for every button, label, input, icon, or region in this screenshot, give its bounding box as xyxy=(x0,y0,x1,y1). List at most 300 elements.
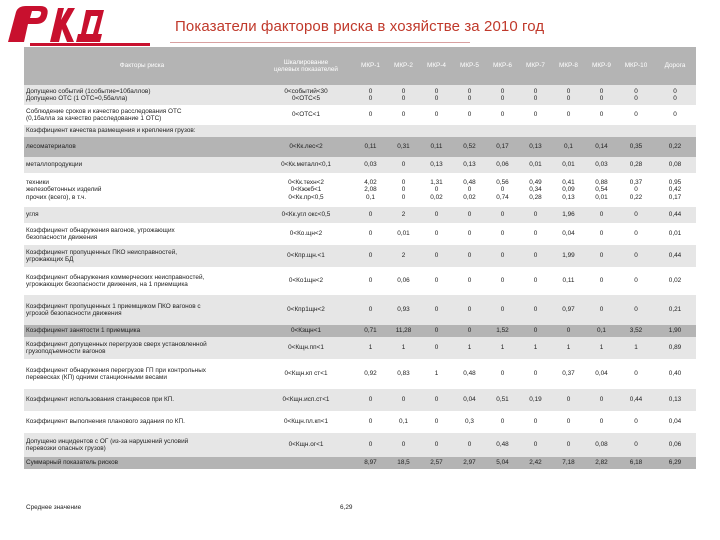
value-cell xyxy=(486,173,519,207)
value-line: 0 xyxy=(434,418,439,426)
value-cell xyxy=(486,325,519,337)
value-line: 0 xyxy=(533,111,538,119)
scale-cell xyxy=(258,295,354,325)
value-line: 0 xyxy=(368,396,373,404)
value-cell xyxy=(519,267,552,295)
value-line: 0,44 xyxy=(668,211,682,219)
scale-line: 0<ОТС<5 xyxy=(291,95,321,102)
value-cell xyxy=(618,173,654,207)
value-line: 0 xyxy=(434,327,439,335)
value-cell xyxy=(486,157,519,173)
header-factors: Факторы риска xyxy=(119,62,165,70)
value-line: 1 xyxy=(599,344,604,352)
header-column: МКР-8 xyxy=(559,62,578,70)
value-line: 0 xyxy=(634,230,638,238)
value-cell xyxy=(519,325,552,337)
value-cell xyxy=(552,125,585,137)
scale-line: 0<Кжжб<1 xyxy=(290,186,322,194)
factor-cell xyxy=(26,207,258,223)
header-column: Дорога xyxy=(664,62,686,70)
value-line: 0 xyxy=(401,193,406,201)
table-row xyxy=(24,457,696,469)
value-line: 0 xyxy=(368,306,373,314)
scale-cell xyxy=(258,157,354,173)
value-cell xyxy=(486,223,519,245)
value-line: 0,04 xyxy=(668,418,682,426)
value-line: 0 xyxy=(401,179,406,187)
value-line: 0,48 xyxy=(496,441,509,449)
value-line: 0 xyxy=(500,306,505,314)
value-cell xyxy=(486,411,519,433)
value-line: 0,08 xyxy=(595,441,608,449)
scale-line: 0<Кк.лес<2 xyxy=(289,143,323,151)
value-cell xyxy=(585,245,618,267)
value-cell xyxy=(420,207,453,223)
value-line: 0,01 xyxy=(397,230,410,238)
value-cell xyxy=(519,359,552,389)
value-line: 0 xyxy=(533,418,538,426)
factor-cell xyxy=(26,223,258,245)
logo-underline xyxy=(30,43,150,46)
value-line: 0,13 xyxy=(430,161,443,169)
value-line: 0,04 xyxy=(595,370,608,378)
value-line: 0,34 xyxy=(529,186,542,194)
value-line: 1,90 xyxy=(668,327,682,335)
value-line: 1 xyxy=(434,370,439,378)
value-line: 0 xyxy=(599,87,604,95)
value-cell xyxy=(486,125,519,137)
table-row xyxy=(24,125,696,137)
factor-cell xyxy=(26,267,258,295)
value-cell xyxy=(387,359,420,389)
value-line: 11,28 xyxy=(395,327,412,335)
value-cell xyxy=(453,295,486,325)
rzd-logo-d xyxy=(76,10,104,42)
value-cell xyxy=(387,457,420,469)
factor-cell xyxy=(26,157,258,173)
value-cell xyxy=(486,137,519,157)
value-cell xyxy=(654,137,696,157)
value-line: 0 xyxy=(401,87,406,95)
factor-line: лесоматериалов xyxy=(26,143,76,151)
scale-line: 0<Кпр.щн.<1 xyxy=(287,252,325,260)
value-cell xyxy=(552,245,585,267)
value-line: 0 xyxy=(566,111,571,119)
value-line: 1 xyxy=(566,344,571,352)
table-row xyxy=(24,223,696,245)
value-line: 0,02 xyxy=(668,277,682,285)
value-line: 0,13 xyxy=(668,396,682,404)
value-cell xyxy=(420,245,453,267)
value-line: 0 xyxy=(368,252,373,260)
value-line: 0,01 xyxy=(668,230,682,238)
value-line: 0,92 xyxy=(364,370,377,378)
value-cell xyxy=(585,389,618,411)
value-cell xyxy=(387,389,420,411)
value-line: 0,28 xyxy=(529,193,542,201)
factor-line: угрозой безопасности движения xyxy=(26,310,122,317)
table-row xyxy=(24,337,696,359)
factor-line: прочих (всего), в т.ч. xyxy=(26,193,87,201)
factor-line: Коэффициент качества размещения и крепления грузов: xyxy=(26,127,196,135)
scale-cell xyxy=(258,125,354,137)
value-cell xyxy=(618,207,654,223)
value-cell xyxy=(354,137,387,157)
value-cell xyxy=(618,325,654,337)
scale-line: 0<событий<30 xyxy=(284,87,328,95)
value-line: 0,1 xyxy=(564,143,573,151)
value-line: 0 xyxy=(533,95,538,102)
scale-line: 0<Ко1щн<2 xyxy=(288,277,324,285)
value-cell xyxy=(552,457,585,469)
value-cell xyxy=(354,337,387,359)
value-line: 0,52 xyxy=(463,143,476,151)
value-cell xyxy=(420,411,453,433)
header-column: МКР-10 xyxy=(624,62,648,70)
table-row xyxy=(24,295,696,325)
value-cell xyxy=(552,157,585,173)
value-cell xyxy=(453,105,486,125)
value-line: 0,06 xyxy=(668,441,682,449)
header-column: МКР-7 xyxy=(526,62,545,70)
value-line: 0,54 xyxy=(595,186,608,194)
value-line: 0 xyxy=(401,186,406,194)
value-line: 0 xyxy=(434,211,439,219)
value-cell xyxy=(552,359,585,389)
value-cell xyxy=(519,295,552,325)
factor-cell xyxy=(26,295,258,325)
value-cell xyxy=(519,125,552,137)
value-cell xyxy=(585,207,618,223)
value-line: 0 xyxy=(599,418,604,426)
value-cell xyxy=(453,267,486,295)
table-row xyxy=(24,325,696,337)
value-cell xyxy=(486,85,519,105)
value-cell xyxy=(654,223,696,245)
value-cell xyxy=(420,125,453,137)
value-line: 0 xyxy=(500,418,505,426)
value-cell xyxy=(420,173,453,207)
value-cell xyxy=(453,389,486,411)
value-cell xyxy=(654,389,696,411)
value-cell xyxy=(519,157,552,173)
table-row xyxy=(24,157,696,173)
factor-line: угрожающих безопасности движения, на 1 приемщика xyxy=(26,281,188,288)
value-line: 0 xyxy=(634,95,638,102)
factor-line: Коэффициент обнаружения вагонов, угрожающих xyxy=(26,226,175,234)
value-line: 0 xyxy=(467,87,472,95)
value-line: 0,06 xyxy=(397,277,410,285)
value-cell xyxy=(519,245,552,267)
value-cell xyxy=(453,411,486,433)
value-cell xyxy=(585,295,618,325)
value-line: 0,3 xyxy=(465,418,474,426)
value-cell xyxy=(585,325,618,337)
value-line: 0 xyxy=(533,87,538,95)
value-line: 0 xyxy=(500,230,505,238)
value-line: 0 xyxy=(401,441,406,449)
value-line: 6,18 xyxy=(629,459,643,467)
value-cell xyxy=(585,411,618,433)
value-cell xyxy=(420,105,453,125)
value-line: 0 xyxy=(533,441,538,449)
value-line: 0,31 xyxy=(397,143,410,151)
value-cell xyxy=(420,433,453,457)
value-line: 1 xyxy=(634,344,638,352)
value-line: 0 xyxy=(634,211,638,219)
factor-line: Суммарный показатель рисков xyxy=(26,459,119,467)
value-cell xyxy=(618,105,654,125)
page-title: Показатели факторов риска в хозяйстве за 2010 год xyxy=(175,18,545,35)
value-cell xyxy=(420,325,453,337)
value-cell xyxy=(387,411,420,433)
value-cell xyxy=(354,85,387,105)
value-cell xyxy=(354,223,387,245)
table-row xyxy=(24,137,696,157)
table-row xyxy=(24,359,696,389)
value-line: 0,1 xyxy=(597,327,606,335)
value-line: 0,49 xyxy=(529,179,542,187)
value-line: 0,03 xyxy=(364,161,377,169)
value-cell xyxy=(354,295,387,325)
table-row xyxy=(24,389,696,411)
value-cell xyxy=(387,223,420,245)
value-line: 0 xyxy=(368,441,373,449)
value-line: 0 xyxy=(599,277,604,285)
value-line: 0,89 xyxy=(668,344,682,352)
average-label: Среднее значение xyxy=(26,504,82,511)
value-cell xyxy=(552,223,585,245)
value-cell xyxy=(387,173,420,207)
value-cell xyxy=(486,267,519,295)
table-row xyxy=(24,105,696,125)
value-line: 0,04 xyxy=(562,230,575,238)
value-line: 0,02 xyxy=(430,193,443,201)
value-line: 0 xyxy=(467,95,472,102)
value-line: 0,19 xyxy=(529,396,542,404)
value-line: 0 xyxy=(634,370,638,378)
value-cell xyxy=(654,411,696,433)
value-cell xyxy=(354,411,387,433)
value-cell xyxy=(585,267,618,295)
factor-line: перевесках (КП) одними станционными весами xyxy=(26,374,167,381)
table-row xyxy=(24,245,696,267)
value-cell xyxy=(552,389,585,411)
value-line: 0 xyxy=(500,252,505,260)
value-line: 0 xyxy=(634,186,638,194)
value-line: 0 xyxy=(500,95,505,102)
value-cell xyxy=(420,267,453,295)
value-line: 0,11 xyxy=(562,277,575,285)
value-line: 1 xyxy=(500,344,505,352)
value-line: 0,1 xyxy=(366,193,375,201)
scale-line: 0<Кщн.кп ст<1 xyxy=(284,370,328,378)
value-line: 0,71 xyxy=(364,327,377,335)
value-cell xyxy=(654,295,696,325)
factor-cell xyxy=(26,433,258,457)
value-line: 0 xyxy=(368,211,373,219)
value-line: 0,40 xyxy=(668,370,682,378)
value-cell xyxy=(519,105,552,125)
value-line: 0 xyxy=(434,95,439,102)
header-scale-line: целевых показателей xyxy=(274,66,338,73)
value-cell xyxy=(453,325,486,337)
value-cell xyxy=(654,105,696,125)
value-line: 0,08 xyxy=(668,161,682,169)
value-cell xyxy=(354,325,387,337)
value-cell xyxy=(420,389,453,411)
scale-cell xyxy=(258,359,354,389)
factor-cell xyxy=(26,125,258,137)
value-cell xyxy=(618,389,654,411)
value-cell xyxy=(654,457,696,469)
scale-line: 0<Кк.пр<0,5 xyxy=(288,193,324,201)
scale-cell xyxy=(258,173,354,207)
table-row xyxy=(24,267,696,295)
value-line: 0 xyxy=(434,186,439,194)
value-line: 5,04 xyxy=(496,459,509,467)
value-cell xyxy=(354,433,387,457)
value-line: 0,03 xyxy=(595,161,608,169)
value-cell xyxy=(354,105,387,125)
header-scale-line: Шкалирование xyxy=(283,58,329,66)
value-cell xyxy=(618,295,654,325)
value-line: 0 xyxy=(566,327,571,335)
value-line: 1 xyxy=(368,344,373,352)
value-cell xyxy=(354,389,387,411)
value-cell xyxy=(654,337,696,359)
factor-cell xyxy=(26,137,258,157)
factor-line: угрожающих БД xyxy=(26,256,74,263)
value-line: 2,08 xyxy=(364,186,377,194)
table-row xyxy=(24,411,696,433)
table-row xyxy=(24,207,696,223)
value-line: 0 xyxy=(599,95,604,102)
value-cell xyxy=(519,457,552,469)
factor-line: Допущено событий (1событие=10баллов) xyxy=(26,87,151,95)
value-line: 0 xyxy=(533,327,538,335)
value-cell xyxy=(453,223,486,245)
value-line: 0 xyxy=(434,230,439,238)
value-line: 0,28 xyxy=(629,161,643,169)
value-cell xyxy=(486,359,519,389)
value-cell xyxy=(519,389,552,411)
factor-cell xyxy=(26,325,258,337)
value-cell xyxy=(552,325,585,337)
value-cell xyxy=(387,207,420,223)
value-line: 0 xyxy=(467,230,472,238)
value-cell xyxy=(420,157,453,173)
value-cell xyxy=(453,457,486,469)
value-cell xyxy=(618,125,654,137)
value-line: 0 xyxy=(500,186,505,194)
value-line: 0 xyxy=(434,111,439,119)
value-cell xyxy=(387,137,420,157)
factor-cell xyxy=(26,173,258,207)
value-cell xyxy=(654,85,696,105)
value-line: 0 xyxy=(634,277,638,285)
scale-cell xyxy=(258,105,354,125)
value-cell xyxy=(387,85,420,105)
value-line: 0,01 xyxy=(595,193,608,201)
value-cell xyxy=(387,337,420,359)
value-line: 0 xyxy=(434,306,439,314)
value-line: 0 xyxy=(401,95,406,102)
value-line: 0 xyxy=(467,211,472,219)
value-line: 0 xyxy=(634,252,638,260)
factor-line: Соблюдение сроков и качество расследования ОТС xyxy=(26,107,182,115)
scale-cell xyxy=(258,207,354,223)
value-line: 0,88 xyxy=(595,179,608,187)
value-line: 6,29 xyxy=(668,459,682,467)
factor-line: перевозки опасных грузов) xyxy=(26,445,106,452)
value-cell xyxy=(585,137,618,157)
value-cell xyxy=(387,105,420,125)
factor-cell xyxy=(26,245,258,267)
value-line: 0 xyxy=(434,396,439,404)
value-line: 0 xyxy=(533,277,538,285)
value-cell xyxy=(552,433,585,457)
table-row xyxy=(24,85,696,105)
factor-line: Коэффициент использования станцвесов при КП. xyxy=(26,396,175,404)
value-cell xyxy=(618,337,654,359)
value-cell xyxy=(486,207,519,223)
value-line: 0 xyxy=(566,95,571,102)
value-cell xyxy=(552,267,585,295)
rzd-logo xyxy=(6,4,106,44)
value-line: 0,13 xyxy=(529,143,542,151)
scale-cell xyxy=(258,325,354,337)
value-line: 0 xyxy=(434,252,439,260)
header-column: МКР-4 xyxy=(427,62,446,70)
value-line: 0,48 xyxy=(463,179,476,187)
title-underline xyxy=(170,42,470,43)
value-cell xyxy=(618,411,654,433)
value-cell xyxy=(654,207,696,223)
value-cell xyxy=(654,125,696,137)
value-line: 0 xyxy=(566,396,571,404)
value-line: 0 xyxy=(401,111,406,119)
value-cell xyxy=(486,105,519,125)
value-line: 0 xyxy=(368,277,373,285)
factor-line: техники xyxy=(26,179,49,187)
table-header-row xyxy=(24,47,696,85)
value-line: 0 xyxy=(566,87,571,95)
value-cell xyxy=(654,245,696,267)
value-line: 0,95 xyxy=(668,179,682,187)
value-line: 0,04 xyxy=(463,396,476,404)
factor-cell xyxy=(26,105,258,125)
scale-line: 0<Кк.металл<0,1 xyxy=(281,161,331,169)
value-line: 0 xyxy=(634,418,638,426)
value-line: 0 xyxy=(467,186,472,194)
value-cell xyxy=(618,457,654,469)
value-line: 0 xyxy=(467,277,472,285)
value-line: 0,97 xyxy=(562,306,575,314)
value-cell xyxy=(618,137,654,157)
value-line: 0,56 xyxy=(496,179,509,187)
value-line: 4,02 xyxy=(364,179,377,187)
scale-cell xyxy=(258,411,354,433)
factor-line: Коэффициент обнаружения коммерческих неисправностей, xyxy=(26,273,205,281)
value-line: 0 xyxy=(566,418,571,426)
factor-line: Допущено инцидентов с ОГ (из-за нарушений условий xyxy=(26,437,189,445)
value-cell xyxy=(486,295,519,325)
value-cell xyxy=(354,359,387,389)
value-cell xyxy=(552,337,585,359)
factor-line: Коэффициент пропущенных ПКО неисправностей, xyxy=(26,248,178,256)
value-cell xyxy=(354,267,387,295)
